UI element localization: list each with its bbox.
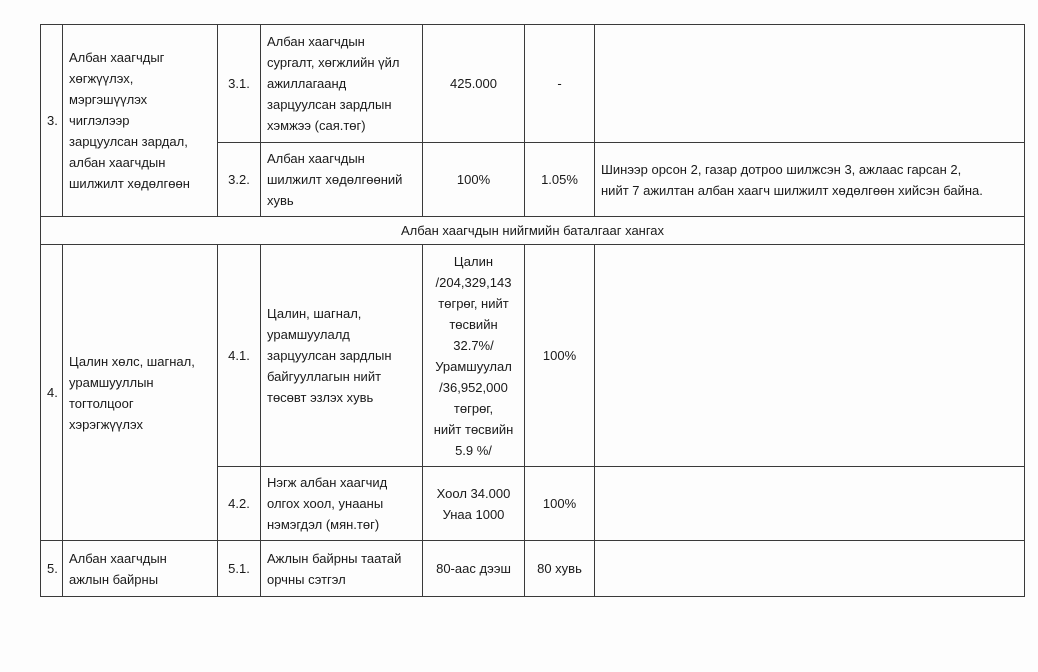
sub-code: 4.1. (228, 348, 250, 363)
row-number: 4. (47, 385, 58, 400)
goal-cell (63, 245, 218, 541)
target-cell (423, 245, 525, 467)
target-value: 80-аас дээш (436, 561, 511, 576)
indicator-text: Албан хаагчдын шилжилт хөдөлгөөний хувь (267, 151, 403, 208)
result-cell (525, 25, 595, 143)
indicator-text: Ажлын байрны таатай орчны сэтгэл (267, 550, 402, 587)
sub-code: 5.1. (228, 561, 250, 576)
result-cell (525, 245, 595, 467)
row-number: 3. (47, 113, 58, 128)
target-cell (423, 143, 525, 217)
table-row-5-1 (41, 541, 1025, 597)
indicator-cell (261, 143, 423, 217)
row-number-cell (41, 25, 63, 217)
note-text: Шинээр орсон 2, газар дотроо шилжсэн 3, ажлаас гарсан 2, нийт 7 ажилтан албан хаагч шилжилт хөдөлгөөн хийсэн байна. (601, 161, 983, 198)
note-cell (595, 25, 1025, 143)
result-value: 1.05% (541, 172, 578, 187)
sub-code-cell (218, 467, 261, 541)
target-value: Хоол 34.000 Унаа 1000 (436, 485, 511, 522)
target-value: Цалин /204,329,143 төгрөг, нийт төсвийн 32.7%/ Урамшуулал /36,952,000 төгрөг, нийт төсвийн 5.9 %/ (433, 253, 514, 458)
result-value: 100% (542, 348, 577, 363)
result-cell (525, 541, 595, 597)
note-cell (595, 143, 1025, 217)
target-cell (423, 25, 525, 143)
section-row (41, 217, 1025, 245)
target-cell (423, 467, 525, 541)
target-cell (423, 541, 525, 597)
note-cell (595, 467, 1025, 541)
sub-code-cell (218, 541, 261, 597)
result-cell (525, 143, 595, 217)
section-heading-cell (41, 217, 1025, 245)
sub-code: 3.2. (228, 172, 250, 187)
sub-code-cell (218, 25, 261, 143)
section-heading: Албан хаагчдын нийгмийн баталгааг хангах (400, 223, 665, 238)
sub-code: 3.1. (228, 76, 250, 91)
indicator-cell (261, 245, 423, 467)
note-cell (595, 245, 1025, 467)
goal-text: Цалин хөлс, шагнал, урамшууллын тогтолцоог хэрэгжүүлэх (69, 353, 195, 432)
result-value: - (557, 76, 562, 91)
goal-text: Албан хаагчдыг хөгжүүлэх, мэргэшүүлэх чиглэлээр зарцуулсан зардал, албан хаагчдын шилжилт хөдөлгөөн (69, 50, 190, 191)
goal-cell (63, 25, 218, 217)
row-number-cell (41, 245, 63, 541)
target-value: 100% (456, 172, 491, 187)
goal-cell (63, 541, 218, 597)
indicator-text: Нэгж албан хаагчид олгох хоол, унааны нэмэгдэл (мян.төг) (267, 475, 388, 532)
indicator-cell (261, 467, 423, 541)
performance-table (40, 24, 1025, 597)
row-number: 5. (47, 561, 58, 576)
indicator-cell (261, 541, 423, 597)
indicator-text: Албан хаагчдын сургалт, хөгжлийн үйл ажиллагаанд зарцуулсан зардлын хэмжээ (сая.төг) (267, 34, 400, 133)
result-value: 100% (542, 496, 577, 511)
row-number-cell (41, 541, 63, 597)
sub-code-cell (218, 143, 261, 217)
indicator-text: Цалин, шагнал, урамшуулалд зарцуулсан зардлын байгууллагын нийт төсөвт эзлэх хувь (267, 306, 392, 405)
goal-text: Албан хаагчдын ажлын байрны (69, 550, 167, 587)
indicator-cell (261, 25, 423, 143)
result-cell (525, 467, 595, 541)
target-value: 425.000 (450, 76, 497, 91)
sub-code: 4.2. (228, 496, 250, 511)
table-row-4-1 (41, 245, 1025, 467)
table-row-3-1 (41, 25, 1025, 143)
result-value: 80 хувь (537, 561, 582, 576)
sub-code-cell (218, 245, 261, 467)
note-cell (595, 541, 1025, 597)
